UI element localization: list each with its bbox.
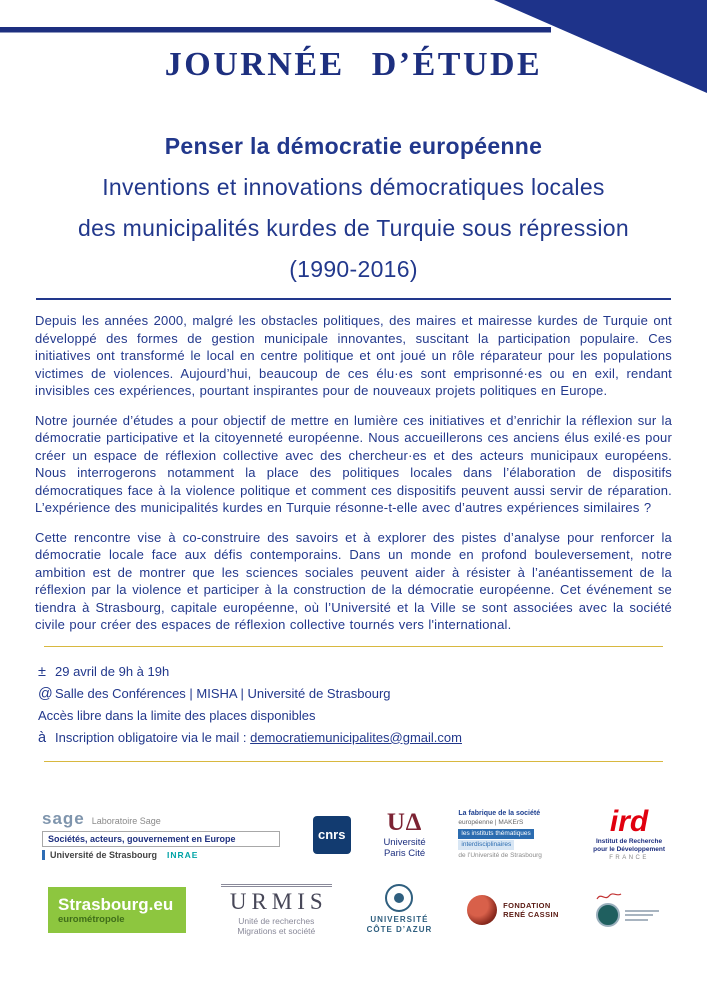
sage-lab-label: Laboratoire Sage (91, 816, 161, 826)
detail-registration-text (55, 727, 462, 749)
urmis-line-2: Migrations et société (237, 925, 316, 936)
location-icon: @ (38, 685, 53, 702)
partner-logos-row-1 (42, 804, 665, 866)
divider-blue (36, 298, 671, 300)
eurometropole-label: eurométropole (58, 913, 125, 925)
uca-line-2: CÔTE D’AZUR (366, 925, 433, 934)
email-link[interactable]: democratiemunicipalites@gmail.com (250, 729, 462, 745)
globe-icon (467, 895, 497, 925)
detail-date-text: 29 avril de 9h à 19h (55, 663, 170, 679)
paris-cite-monogram: U∆ (386, 809, 423, 836)
divider-gold-top (44, 646, 663, 647)
inrae-label: INRAE (167, 850, 199, 860)
ird-logo (593, 804, 665, 861)
header-line (0, 27, 551, 33)
event-details (38, 661, 669, 749)
body-paragraph: Notre journée d’études a pour objectif de mettre en lumière ces initiatives et d’enrichir la réflexion sur la démocratie participative et la citoyenneté européenne. Nous accueillerons ces anciens élus exilé·es pour créer un espace de réflexion collective avec des chercheur·es et des acteurs municipaux européens. Nous interrogerons notamment la place des politiques locales dans l’élaboration de dispositifs démocratiques face à la violence politique et comment ces dispositifs peuvent aussi servir de réparation. L’expérience des municipalités kurdes en Turquie résonne-t-elle avec d’autres expériences similaires ? (35, 412, 672, 515)
subtitle-line-1: Penser la démocratie européenne (164, 133, 543, 159)
makers-chip-2: interdisciplinaires (458, 840, 514, 850)
makers-line-2: européenne | MAKErS (458, 818, 524, 826)
partner-logos-row-2 (48, 882, 659, 938)
detail-location-text: Salle des Conférences | MISHA | Université de Strasbourg (55, 685, 391, 701)
subtitle-line-2: Inventions et innovations démocratiques locales (102, 174, 605, 200)
emblem-circle-icon (596, 903, 620, 927)
cnrs-logo: cnrs (313, 816, 351, 854)
makers-line-3: de l’Université de Strasbourg (458, 851, 542, 859)
sage-tagline: Sociétés, acteurs, gouvernement en Europe (42, 831, 280, 847)
mail-icon: à (38, 729, 47, 746)
body-paragraph: Cette rencontre vise à co-construire des savoirs et à explorer des pistes d’analyse pour renforcer la démocratie locale face aux défis contemporains. Dans un monde en profond bouleversement, notre ambition est de montrer que les sciences sociales peuvent aider à résister à l’anéantissement de la réflexion par la violence et participer à la construction de la démocratie européenne. Cet événement se tiendra à Strasbourg, capitale européenne, où l’Université et la Ville se sont associées avec la société civile pour créer des espaces de réflexion collective tournés vers l'international. (35, 529, 672, 632)
ird-line-2: pour le Développement (593, 845, 665, 853)
paris-cite-line-2: Paris Cité (383, 848, 426, 859)
divider-gold-bottom (44, 761, 663, 762)
illegible-text-lines (625, 907, 659, 923)
uca-line-1: UNIVERSITÉ (370, 915, 429, 924)
ird-france-label: FRANCE (609, 854, 649, 861)
detail-date (38, 661, 669, 683)
signature-squiggle-icon (596, 892, 622, 901)
subtitle-line-4: (1990-2016) (289, 256, 418, 282)
ird-wordmark: ird (609, 804, 649, 838)
urmis-wordmark: URMIS (221, 884, 332, 914)
unistra-label: Université de Strasbourg (42, 850, 157, 860)
paris-cite-line-1: Université (383, 837, 426, 848)
corner-triangle (494, 0, 707, 93)
subtitle-line-3: des municipalités kurdes de Turquie sous répression (78, 215, 629, 241)
detail-access-text: Accès libre dans la limite des places disponibles (38, 707, 316, 723)
event-subtitle (0, 126, 707, 290)
fondation-rene-cassin-logo (467, 895, 561, 925)
partner-logo (596, 892, 659, 927)
makers-institute-logo (458, 810, 560, 860)
header-decoration (0, 0, 707, 100)
universite-cote-dazur-logo (367, 884, 433, 935)
detail-registration (38, 727, 669, 749)
strasbourg-wordmark: Strasbourg.eu (58, 894, 174, 914)
detail-access (38, 705, 669, 727)
strasbourg-eu-logo (48, 887, 186, 933)
cassin-label: FONDATION RENÉ CASSIN (503, 900, 559, 919)
body-paragraph: Depuis les années 2000, malgré les obstacles politiques, des maires et mairesse kurdes de Turquie ont développé des formes de gestion municipale innovantes, suscitant la participation populaire. Ces initiatives ont transformé le local en centre politique et ont joué un rôle réparateur pour les populations victimes de violences. Aujourd’hui, beaucoup de ces élu·es sont emprisonné·es ou en exil, rendant invisibles ces expériences, pourtant inspirantes pour de nouveaux projets politiques en Europe. (35, 313, 672, 398)
registration-prefix: Inscription obligatoire via le mail : (55, 729, 251, 745)
calendar-icon: ± (38, 663, 46, 680)
uca-seal-icon (385, 884, 413, 912)
page-title: JOURNÉE D’ÉTUDE (164, 46, 543, 83)
detail-location (38, 683, 669, 705)
sage-wordmark: sage (42, 809, 85, 828)
makers-line-1: La fabrique de la société (458, 809, 541, 817)
makers-chip-1: les instituts thématiques (458, 829, 533, 839)
urmis-logo (221, 884, 332, 936)
urmis-line-1: Unité de recherches (238, 915, 315, 926)
ird-line-1: Institut de Recherche (596, 837, 663, 845)
sage-laboratory-logo (42, 809, 280, 860)
universite-paris-cite-logo (383, 810, 425, 859)
body-text (35, 312, 672, 634)
